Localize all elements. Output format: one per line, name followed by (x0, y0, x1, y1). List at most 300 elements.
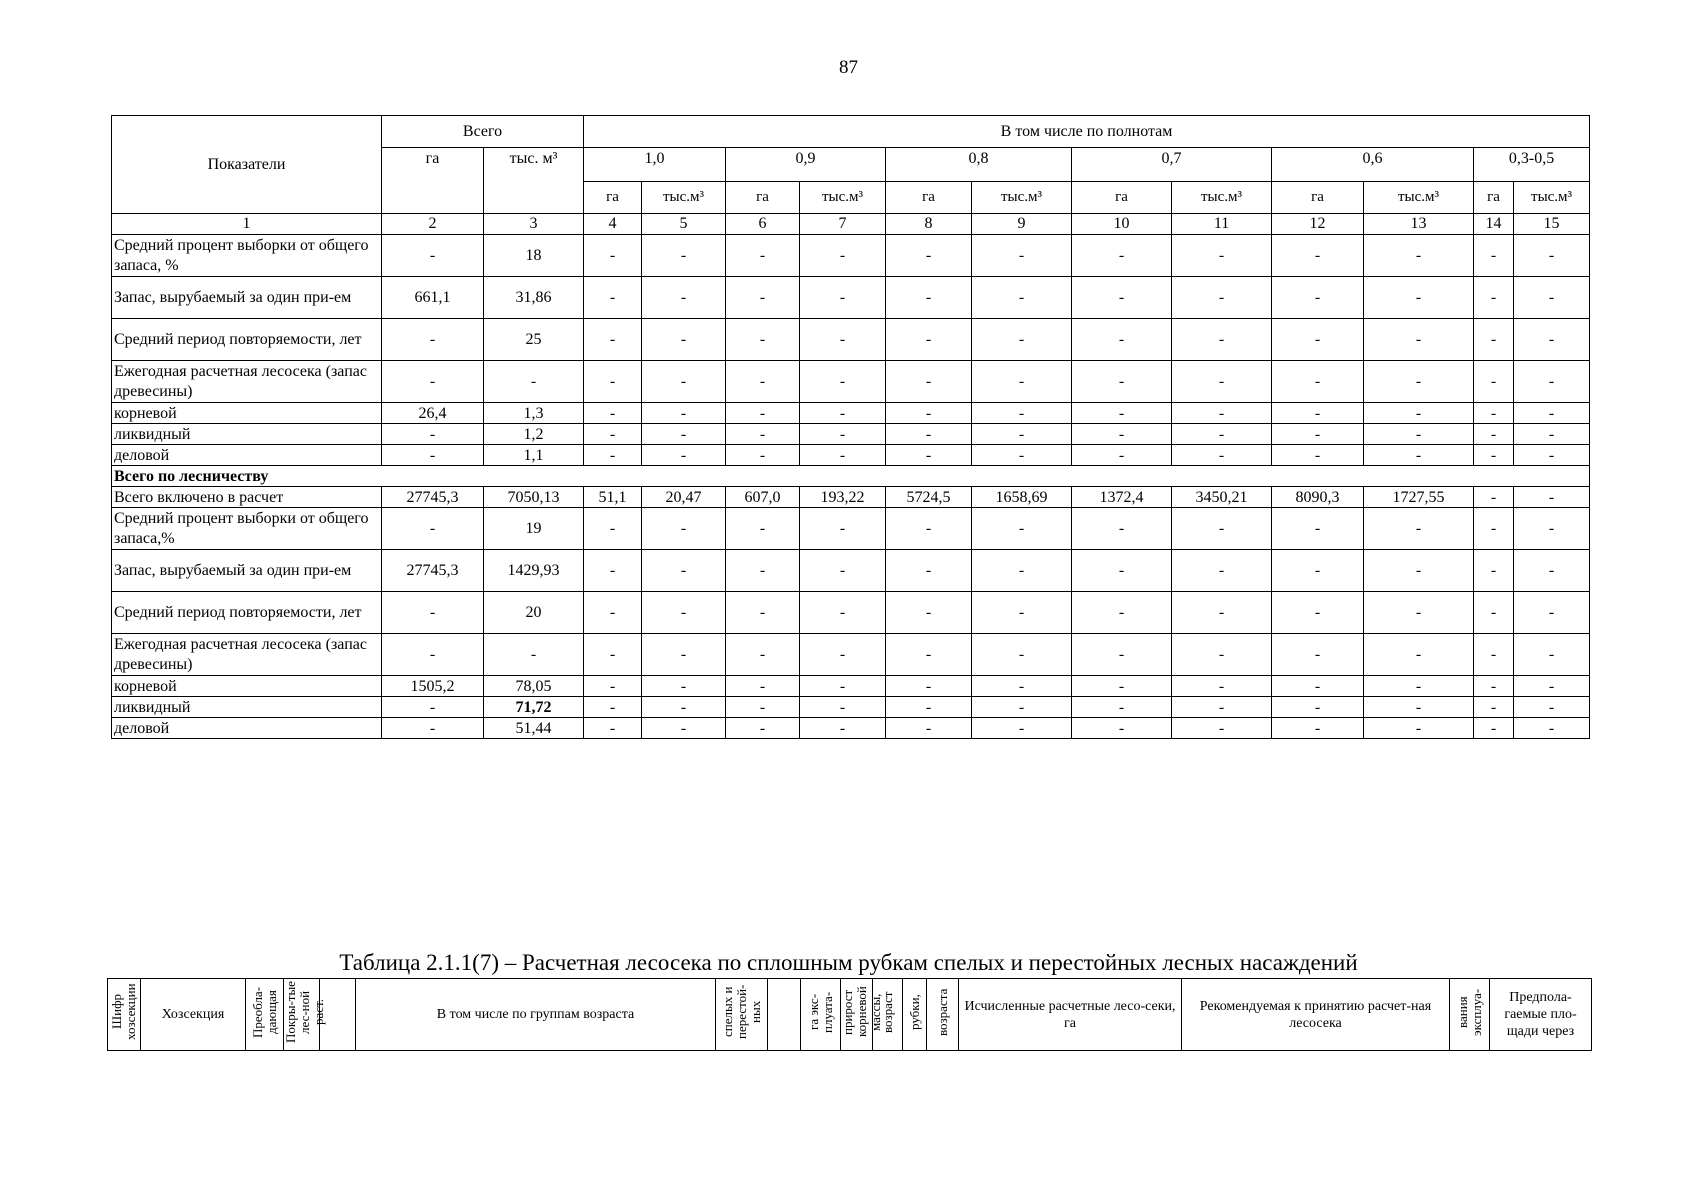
table-row (112, 697, 1590, 718)
table-cell: - (1514, 445, 1590, 466)
table-cell: - (886, 235, 972, 277)
table-cell: - (382, 445, 484, 466)
table-cell: - (886, 697, 972, 718)
table-cell: - (584, 319, 642, 361)
table-cell: - (1364, 676, 1474, 697)
table-cell: - (1172, 235, 1272, 277)
table-cell: - (484, 361, 584, 403)
table-cell: - (800, 319, 886, 361)
table-cell: - (726, 319, 800, 361)
column-number: 7 (800, 214, 886, 235)
table-cell: - (886, 445, 972, 466)
table-cell: - (1514, 697, 1590, 718)
table-cell: 1505,2 (382, 676, 484, 697)
table-cell: - (382, 697, 484, 718)
table-cell: - (800, 277, 886, 319)
table-cell: - (886, 592, 972, 634)
table-cell: 19 (484, 508, 584, 550)
table-cell: - (1172, 445, 1272, 466)
table-cell: - (800, 508, 886, 550)
table-row (112, 277, 1590, 319)
table-cell: - (800, 424, 886, 445)
table-cell: - (1474, 277, 1514, 319)
table-row (112, 718, 1590, 739)
table-cell: - (1172, 277, 1272, 319)
table-cell: 25 (484, 319, 584, 361)
table-cell: - (642, 445, 726, 466)
table-cell: - (1514, 424, 1590, 445)
row-label: деловой (112, 445, 382, 466)
table-cell: - (484, 634, 584, 676)
table-cell: 3450,21 (1172, 487, 1272, 508)
table-cell: - (1514, 277, 1590, 319)
table-cell: - (1474, 424, 1514, 445)
table-cell: - (1514, 550, 1590, 592)
table-cell: 51,1 (584, 487, 642, 508)
table-cell: - (1364, 634, 1474, 676)
header-sub-vol: тыс.м³ (800, 182, 886, 214)
table-cell: - (382, 361, 484, 403)
header-by-density: В том числе по полнотам (584, 116, 1590, 148)
header-indicators: Показатели (112, 116, 382, 214)
table-cell: - (584, 592, 642, 634)
table-cell: - (1072, 424, 1172, 445)
header-sub-vol: тыс.м³ (972, 182, 1072, 214)
table-cell: - (800, 592, 886, 634)
table-row (112, 676, 1590, 697)
column-number: 1 (112, 214, 382, 235)
table-cell: - (1172, 676, 1272, 697)
row-label: ликвидный (112, 697, 382, 718)
table-cell: - (1474, 508, 1514, 550)
table-cell: - (1072, 361, 1172, 403)
header-exploit-term: вания эксплуа- (1450, 979, 1490, 1051)
header-density: 0,6 (1272, 148, 1474, 182)
row-label: Средний период повторяемости, лет (112, 319, 382, 361)
table-cell: 1429,93 (484, 550, 584, 592)
table-cell: - (1474, 445, 1514, 466)
table-cell: 20,47 (642, 487, 726, 508)
table-cell: 26,4 (382, 403, 484, 424)
table-cell: - (972, 424, 1072, 445)
row-label: деловой (112, 718, 382, 739)
table-cell: - (642, 697, 726, 718)
table-cell: - (886, 361, 972, 403)
header-code: Шифр хозсекции (108, 979, 141, 1051)
table-cell: - (726, 277, 800, 319)
header-sub-ha: га (726, 182, 800, 214)
table-cell: - (1072, 697, 1172, 718)
table-cell: 71,72 (484, 697, 584, 718)
header-growth: прирост корневой массы, (841, 979, 873, 1051)
table-cell: - (726, 403, 800, 424)
table-cell: - (1364, 277, 1474, 319)
table-cell: - (1272, 424, 1364, 445)
table-cell: 27745,3 (382, 487, 484, 508)
table-cell: 1658,69 (972, 487, 1072, 508)
table-cell: - (886, 676, 972, 697)
section-heading: Всего по лесничеству (112, 466, 1590, 487)
table-row (112, 634, 1590, 676)
table-cell: - (1272, 676, 1364, 697)
table-cell: - (1072, 718, 1172, 739)
table-cell: - (1514, 634, 1590, 676)
column-number: 12 (1272, 214, 1364, 235)
table-cell: 1,2 (484, 424, 584, 445)
table-cell: - (972, 676, 1072, 697)
table-cell: - (886, 424, 972, 445)
table-cell: - (972, 697, 1072, 718)
table-cell: - (886, 718, 972, 739)
header-felling: рубки, (903, 979, 927, 1051)
header-section: Хозсекция (141, 979, 246, 1051)
table-cell: 51,44 (484, 718, 584, 739)
table-cell: 18 (484, 235, 584, 277)
table-cell: - (726, 424, 800, 445)
header-sub-ha: га (1072, 182, 1172, 214)
table-cell: - (1514, 592, 1590, 634)
row-label: Средний период повторяемости, лет (112, 592, 382, 634)
table-cell: 661,1 (382, 277, 484, 319)
row-label: корневой (112, 676, 382, 697)
table-cell: - (1474, 403, 1514, 424)
table-cell: - (382, 424, 484, 445)
table-cell: - (1172, 592, 1272, 634)
table-cell: - (642, 550, 726, 592)
header-total: Всего (382, 116, 584, 148)
header-density: 0,7 (1072, 148, 1272, 182)
table-cell: - (1514, 487, 1590, 508)
table-cell: 27745,3 (382, 550, 484, 592)
table-cell: - (726, 676, 800, 697)
row-label: Запас, вырубаемый за один при-ем (112, 277, 382, 319)
table-cell: - (1272, 235, 1364, 277)
column-number: 13 (1364, 214, 1474, 235)
table-cell: - (642, 319, 726, 361)
table-row (112, 550, 1590, 592)
row-label: Средний процент выборки от общего запаса,% (112, 508, 382, 550)
table-row (112, 403, 1590, 424)
table-cell: - (972, 403, 1072, 424)
table-cell: - (642, 508, 726, 550)
row-label: Запас, вырубаемый за один при-ем (112, 550, 382, 592)
table-cell: - (800, 235, 886, 277)
table-cell: - (642, 235, 726, 277)
column-number: 4 (584, 214, 642, 235)
table-cell: - (1272, 718, 1364, 739)
table-cell: - (1172, 718, 1272, 739)
table-cell: - (584, 424, 642, 445)
table-cell: - (1072, 676, 1172, 697)
table-cell: - (382, 508, 484, 550)
table-cell: - (800, 697, 886, 718)
table-cell: - (642, 277, 726, 319)
table-cell: - (972, 508, 1072, 550)
table-cell: 1727,55 (1364, 487, 1474, 508)
clear-cut-felling-table (107, 978, 1592, 1051)
table-cell: - (1272, 592, 1364, 634)
column-number-row (112, 214, 1590, 235)
table-row (112, 445, 1590, 466)
table-cell: - (726, 550, 800, 592)
column-number: 2 (382, 214, 484, 235)
table-header (112, 116, 1590, 235)
table-cell: - (1272, 508, 1364, 550)
table-cell: - (1172, 697, 1272, 718)
table-cell: - (1514, 361, 1590, 403)
table-cell: - (1172, 508, 1272, 550)
header-by-age: В том числе по группам возраста (356, 979, 716, 1051)
table-row (112, 466, 1590, 487)
column-number: 15 (1514, 214, 1590, 235)
table-cell: - (1172, 403, 1272, 424)
table-cell: 78,05 (484, 676, 584, 697)
table-cell: - (1172, 550, 1272, 592)
table-row (112, 592, 1590, 634)
table-cell: - (1272, 445, 1364, 466)
table-cell: - (726, 718, 800, 739)
table-cell: - (1172, 319, 1272, 361)
column-number: 10 (1072, 214, 1172, 235)
table-cell: - (1364, 424, 1474, 445)
table-cell: - (1474, 592, 1514, 634)
table-cell: - (382, 592, 484, 634)
row-label: Средний процент выборки от общего запаса, % (112, 235, 382, 277)
table-cell: 1,1 (484, 445, 584, 466)
header-sub-vol: тыс.м³ (1172, 182, 1272, 214)
table-cell: - (1514, 403, 1590, 424)
header-sub-ha: га (584, 182, 642, 214)
table-cell: - (584, 550, 642, 592)
header-total-ha: га (382, 148, 484, 214)
table-cell: - (1272, 361, 1364, 403)
table-cell: - (1474, 676, 1514, 697)
table-cell: - (726, 361, 800, 403)
table-cell: - (584, 277, 642, 319)
table-cell: - (726, 634, 800, 676)
table-cell: - (1364, 508, 1474, 550)
header-sub-vol: тыс.м³ (642, 182, 726, 214)
table-cell: - (1514, 235, 1590, 277)
table-cell: - (642, 676, 726, 697)
table-cell: - (1514, 676, 1590, 697)
header-sub-ha: га (1474, 182, 1514, 214)
table-cell: - (886, 403, 972, 424)
table-row (112, 319, 1590, 361)
table-cell: - (1474, 361, 1514, 403)
table-cell: - (584, 676, 642, 697)
table-cell: - (1364, 235, 1474, 277)
header-planned: Предпола-гаемые пло-щади через (1490, 979, 1592, 1051)
table-cell: - (1364, 592, 1474, 634)
header-density: 0,9 (726, 148, 886, 182)
table-cell: - (642, 634, 726, 676)
table-cell: - (642, 592, 726, 634)
header-sub-ha: га (1272, 182, 1364, 214)
table-cell: 8090,3 (1272, 487, 1364, 508)
table-cell: - (642, 718, 726, 739)
table-cell: 7050,13 (484, 487, 584, 508)
table-cell: - (726, 235, 800, 277)
table-cell: 5724,5 (886, 487, 972, 508)
table-cell: - (1272, 403, 1364, 424)
row-label: Ежегодная расчетная лесосека (запас древесины) (112, 634, 382, 676)
row-label: корневой (112, 403, 382, 424)
header-age: возраст (873, 979, 903, 1051)
column-number: 11 (1172, 214, 1272, 235)
table-row (112, 508, 1590, 550)
table-cell: - (886, 277, 972, 319)
table-cell: 31,86 (484, 277, 584, 319)
table-cell: - (1072, 319, 1172, 361)
header-density: 1,0 (584, 148, 726, 182)
table-cell: - (1272, 697, 1364, 718)
column-number: 5 (642, 214, 726, 235)
table-cell: - (1172, 424, 1272, 445)
table-cell: - (800, 403, 886, 424)
table-cell: - (1072, 403, 1172, 424)
table-cell: - (1172, 361, 1272, 403)
table-cell: - (1364, 361, 1474, 403)
table-cell: 607,0 (726, 487, 800, 508)
table-cell: 1372,4 (1072, 487, 1172, 508)
table-header-row (108, 979, 1592, 1051)
table-cell: - (1272, 277, 1364, 319)
header-density: 0,3-0,5 (1474, 148, 1590, 182)
table-cell: - (972, 445, 1072, 466)
table-cell: - (1514, 718, 1590, 739)
table-cell: - (1514, 508, 1590, 550)
table-cell: - (1072, 277, 1172, 319)
table-cell: - (382, 319, 484, 361)
header-extra-2 (768, 979, 801, 1051)
table-cell: - (886, 550, 972, 592)
table-cell: - (1364, 319, 1474, 361)
table-cell: - (382, 634, 484, 676)
table-cell: - (1474, 235, 1514, 277)
table-cell: - (972, 319, 1072, 361)
table-cell: - (1364, 697, 1474, 718)
table-cell: - (1272, 634, 1364, 676)
table-cell: - (1072, 550, 1172, 592)
table-cell: 193,22 (800, 487, 886, 508)
table-cell: - (972, 718, 1072, 739)
table-cell: - (972, 277, 1072, 319)
table-cell: - (726, 592, 800, 634)
table-cell: - (642, 424, 726, 445)
table-cell: - (1474, 550, 1514, 592)
table-cell: - (1474, 718, 1514, 739)
header-total-vol: тыс. м³ (484, 148, 584, 214)
table-cell: - (1072, 634, 1172, 676)
table-cell: - (642, 361, 726, 403)
table-cell: - (886, 508, 972, 550)
column-number: 14 (1474, 214, 1514, 235)
table-cell: - (1364, 550, 1474, 592)
table-cell: - (1072, 508, 1172, 550)
table-cell: - (1474, 697, 1514, 718)
table-cell: - (584, 235, 642, 277)
table-cell: - (1172, 634, 1272, 676)
table-cell: - (726, 445, 800, 466)
table-cell: - (1072, 235, 1172, 277)
table-cell: - (972, 361, 1072, 403)
table-cell: - (972, 550, 1072, 592)
table-body (112, 235, 1590, 739)
table-cell: - (584, 508, 642, 550)
table-cell: - (800, 361, 886, 403)
table-cell: - (584, 403, 642, 424)
header-dominant: Преобла-дающая (246, 979, 284, 1051)
table-caption: Таблица 2.1.1(7) – Расчетная лесосека по сплошным рубкам спелых и перестойных лесных насаждений (339, 950, 1358, 975)
table-row (112, 424, 1590, 445)
table-cell: - (1474, 319, 1514, 361)
table-cell: - (1072, 445, 1172, 466)
table-cell: 20 (484, 592, 584, 634)
table-cell: - (800, 634, 886, 676)
table-cell: - (1364, 445, 1474, 466)
header-sub-vol: тыс.м³ (1364, 182, 1474, 214)
header-covered: Покры-тые лес-ной раст. (284, 979, 320, 1051)
table-row (112, 361, 1590, 403)
table-cell: - (726, 508, 800, 550)
row-label: ликвидный (112, 424, 382, 445)
table-cell: - (584, 634, 642, 676)
table-cell: - (1474, 487, 1514, 508)
table-cell: - (584, 697, 642, 718)
table-cell: - (972, 592, 1072, 634)
table-cell: - (886, 319, 972, 361)
table-cell: - (382, 235, 484, 277)
table-cell: - (1474, 634, 1514, 676)
table-cell: - (584, 718, 642, 739)
row-label: Ежегодная расчетная лесосека (запас древесины) (112, 361, 382, 403)
table-cell: - (642, 403, 726, 424)
table-cell: - (1272, 319, 1364, 361)
column-number: 3 (484, 214, 584, 235)
page-number: 87 (839, 57, 858, 78)
table-cell: - (726, 697, 800, 718)
header-sub-vol: тыс.м³ (1514, 182, 1590, 214)
table-cell: - (1072, 592, 1172, 634)
header-sub-ha: га (886, 182, 972, 214)
table-cell: - (1364, 403, 1474, 424)
table-row (112, 487, 1590, 508)
table-cell: - (972, 634, 1072, 676)
table-cell: - (584, 361, 642, 403)
table-cell: - (800, 550, 886, 592)
column-number: 8 (886, 214, 972, 235)
header-age-group: возраста (927, 979, 959, 1051)
table-cell: - (800, 445, 886, 466)
row-label: Всего включено в расчет (112, 487, 382, 508)
header-row-1 (112, 116, 1590, 148)
header-mature: спелых и перестой-ных (716, 979, 768, 1051)
column-number: 9 (972, 214, 1072, 235)
table-cell: - (800, 718, 886, 739)
header-recommended: Рекомендуемая к принятию расчет-ная лесосека (1182, 979, 1450, 1051)
table-cell: 1,3 (484, 403, 584, 424)
table-row (112, 235, 1590, 277)
table-cell: - (1272, 550, 1364, 592)
table-cell: - (1514, 319, 1590, 361)
header-density: 0,8 (886, 148, 1072, 182)
table-cell: - (800, 676, 886, 697)
felling-indicators-table (111, 115, 1590, 739)
column-number: 6 (726, 214, 800, 235)
table-cell: - (584, 445, 642, 466)
table-cell: - (972, 235, 1072, 277)
